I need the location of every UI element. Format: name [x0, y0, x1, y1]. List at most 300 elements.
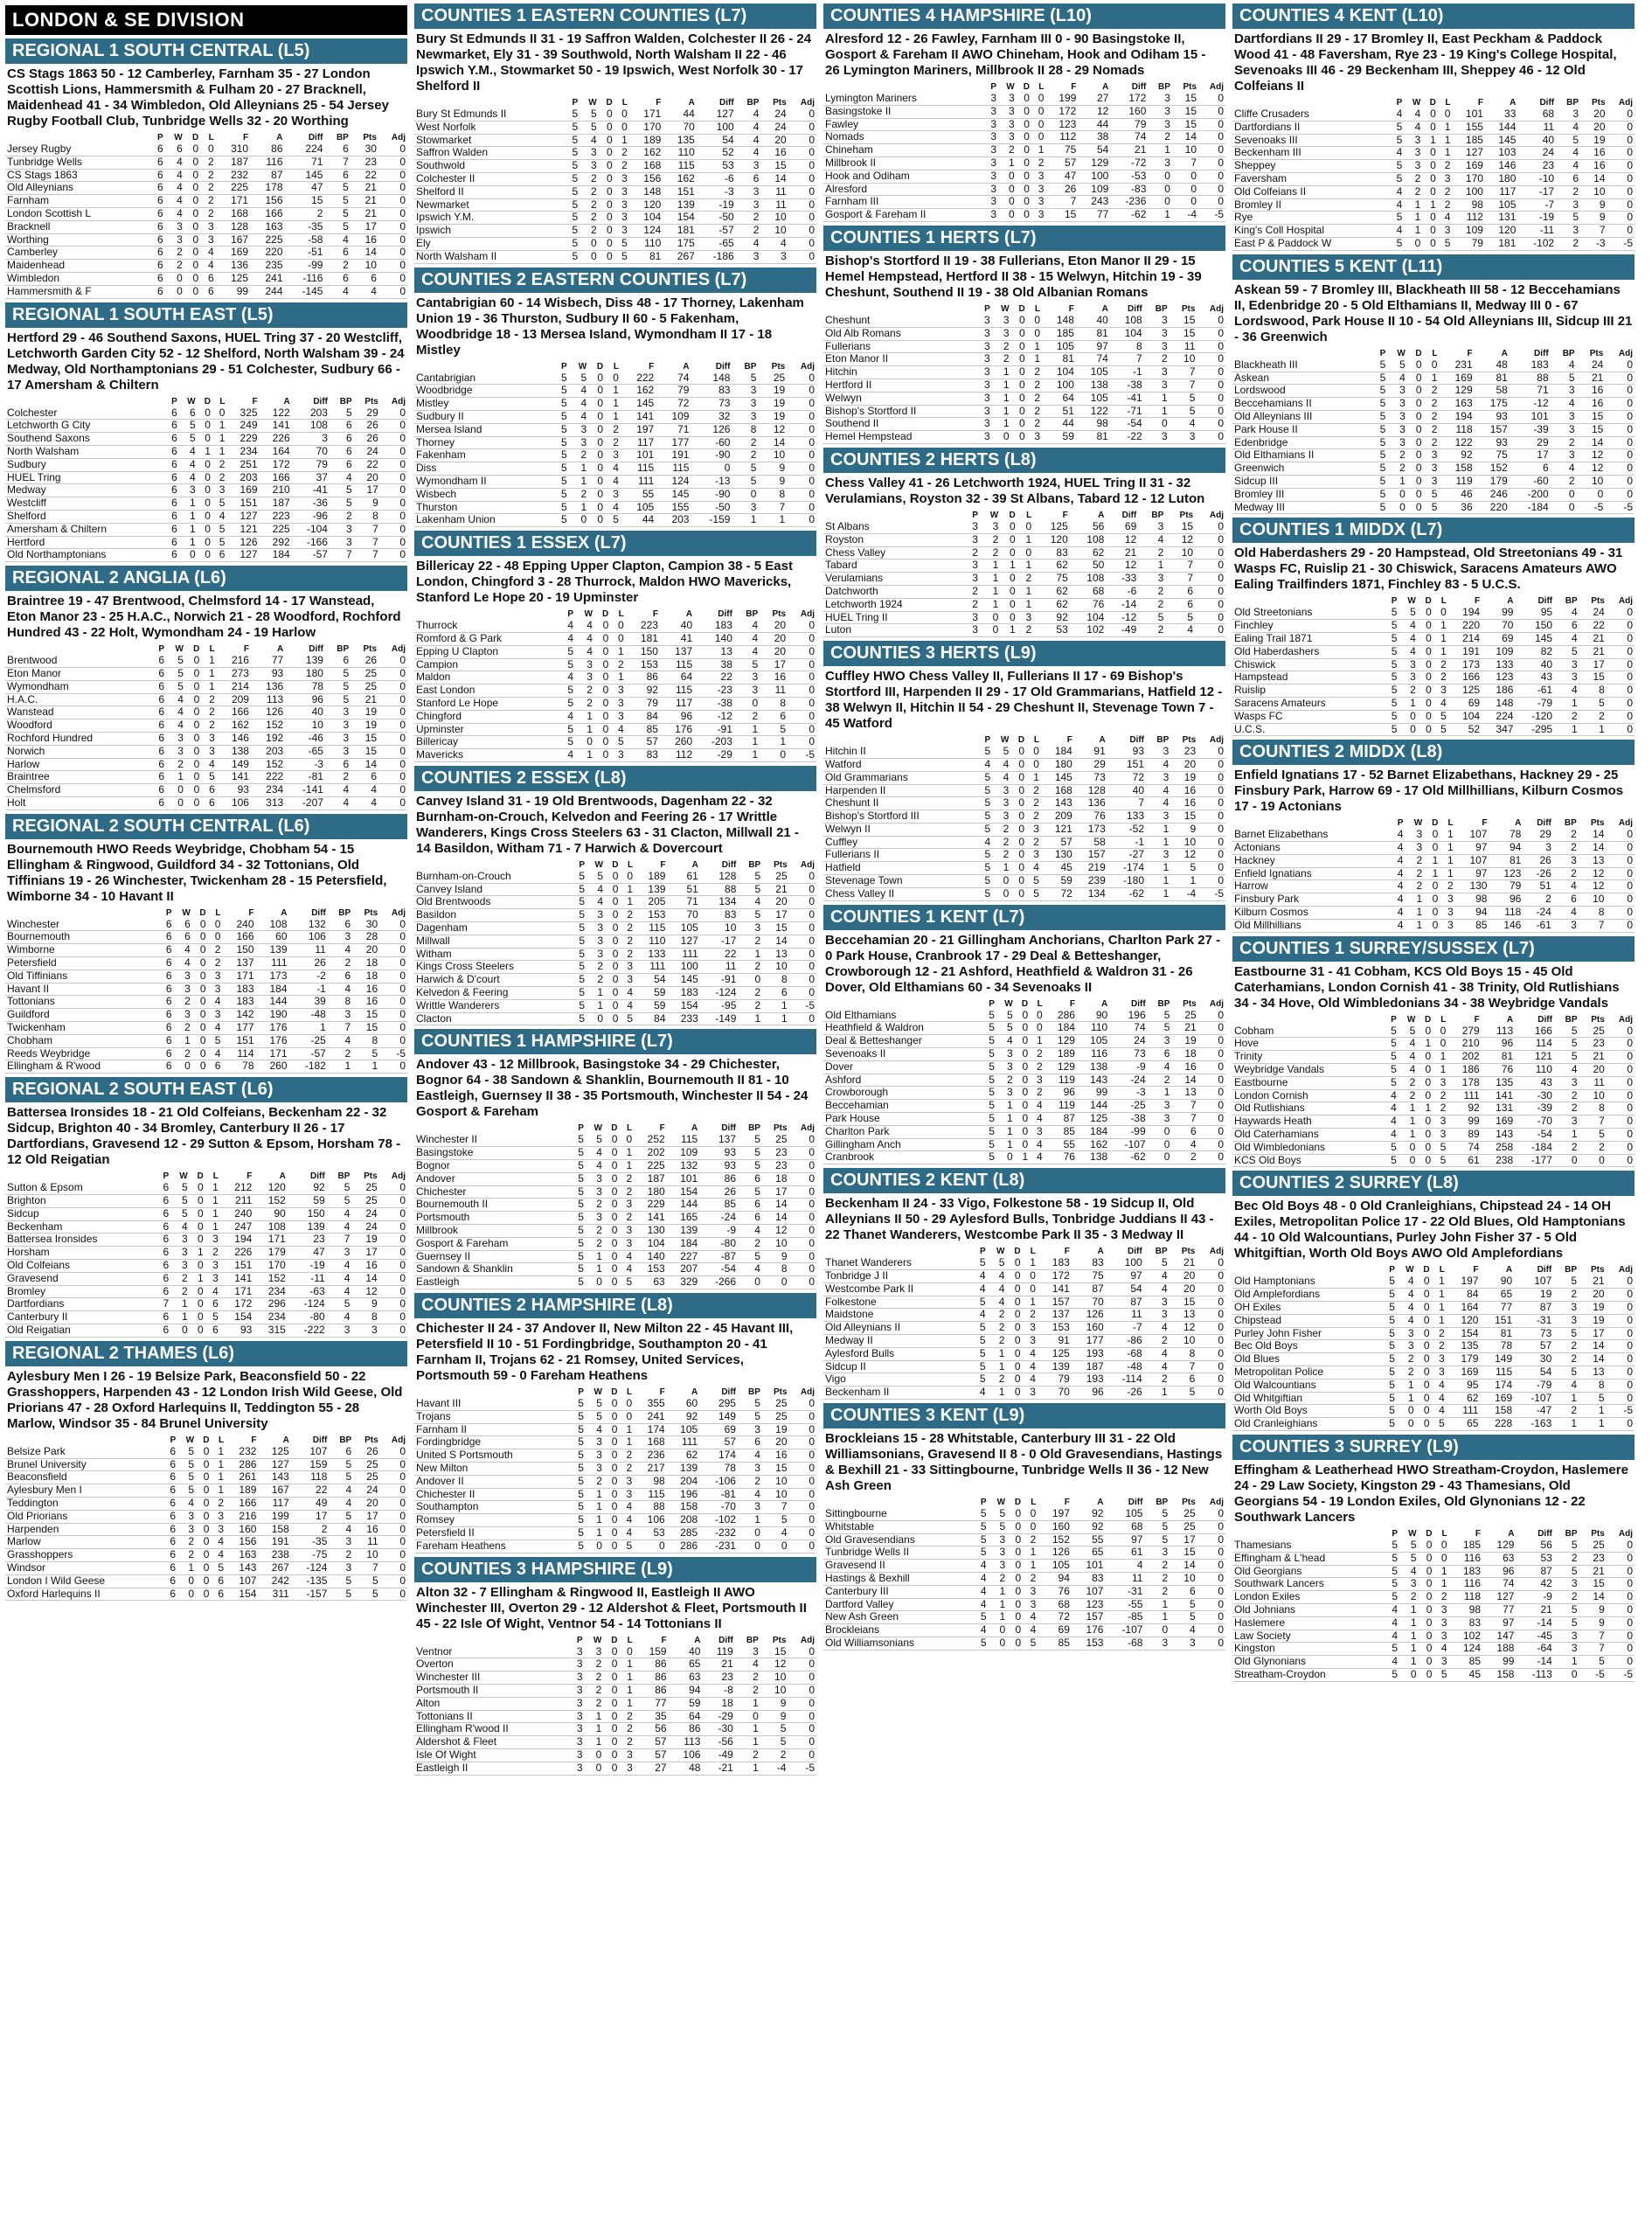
stat-cell: 3	[1148, 118, 1172, 131]
stat-cell: 20	[1170, 1270, 1197, 1283]
stat-cell: 3	[1553, 919, 1579, 932]
stat-cell: 111	[667, 1436, 700, 1449]
stat-cell: 0	[1419, 1565, 1434, 1578]
table-row	[823, 1387, 1225, 1400]
col-header: P	[979, 1247, 986, 1257]
stat-cell: 6	[330, 433, 354, 446]
stat-cell: 86	[699, 1172, 738, 1185]
stat-cell: 0	[190, 1260, 205, 1273]
stat-cell: 18	[352, 970, 379, 983]
stat-cell: 3	[1556, 108, 1580, 121]
stat-cell: 173	[1448, 658, 1482, 671]
stat-cell: 0	[200, 143, 216, 156]
team-name: Beckenham	[5, 1220, 156, 1234]
stat-cell: 5	[1382, 1327, 1397, 1340]
stat-cell: 1	[760, 736, 788, 749]
stat-cell: 14	[351, 758, 378, 771]
stat-cell: 6	[174, 931, 192, 944]
stat-cell: 0	[1195, 546, 1225, 560]
col-header: W	[578, 361, 587, 372]
stat-cell: 115	[635, 922, 667, 935]
team-name: London Scottish L	[5, 207, 149, 220]
table-row	[1232, 1154, 1635, 1167]
stat-cell: 1	[992, 405, 1011, 418]
stat-cell: 0	[1404, 237, 1422, 250]
stat-cell: 6	[149, 156, 165, 169]
stat-cell: 5	[738, 1134, 762, 1146]
stat-cell: 4	[1144, 1360, 1170, 1373]
stat-cell: 8	[762, 974, 788, 987]
stat-cell: 25	[351, 667, 378, 680]
stat-cell: 1	[1404, 212, 1422, 225]
stat-cell: 0	[788, 1748, 816, 1762]
stat-cell: 5	[1554, 1025, 1579, 1038]
stat-cell: 3	[984, 196, 998, 209]
stat-cell: 40	[1517, 134, 1556, 147]
col-header: L	[1033, 735, 1039, 746]
stat-cell: 5	[1554, 1038, 1579, 1051]
stat-cell: 0	[190, 1311, 205, 1324]
stat-cell: -60	[691, 436, 732, 449]
stat-cell: 18	[1171, 1048, 1197, 1061]
stat-cell: 3	[177, 1510, 196, 1523]
stat-cell: 90	[1077, 1010, 1109, 1022]
stat-cell: 15	[762, 1463, 789, 1476]
table-row	[1232, 147, 1635, 160]
stat-cell: 6	[1165, 598, 1195, 611]
stat-cell: 20	[1580, 108, 1607, 121]
stat-cell: 29	[1074, 758, 1107, 771]
team-name: Twickenham	[5, 1022, 159, 1035]
stat-cell: 62	[1070, 546, 1107, 560]
team-name: Tottonians	[5, 996, 159, 1009]
stat-cell: -12	[1510, 398, 1551, 411]
stat-cell: 5	[1382, 1289, 1397, 1302]
stat-cell: 5	[982, 1022, 996, 1035]
table-row	[5, 1574, 407, 1588]
stat-cell: 91	[1074, 746, 1107, 758]
col-header: A	[1098, 510, 1105, 520]
stat-cell: 1	[1422, 134, 1438, 147]
stat-cell: 2	[988, 1373, 1007, 1387]
col-header: P	[567, 609, 573, 620]
table-row	[414, 1410, 816, 1423]
stat-cell: 0	[192, 970, 208, 983]
stat-cell: 136	[1074, 797, 1107, 810]
stat-cell: 5	[553, 462, 569, 476]
stat-cell: 0	[1017, 93, 1031, 105]
stat-cell: 0	[1407, 449, 1424, 462]
stat-cell: -12	[694, 710, 734, 723]
stat-cell: 3	[569, 1684, 584, 1697]
stat-cell: 0	[604, 1225, 620, 1238]
team-name: Harpenden II	[823, 784, 977, 797]
stat-cell: 5	[1384, 1064, 1399, 1077]
stat-cell: 0	[196, 1510, 211, 1523]
stat-cell: 3	[1551, 410, 1577, 423]
stat-cell: 3	[1554, 1630, 1579, 1643]
stat-cell: 6	[151, 745, 166, 758]
stat-cell: 4	[324, 233, 350, 247]
table-row	[414, 987, 816, 1000]
stat-cell: 4	[605, 501, 621, 514]
stat-cell: 0	[788, 1723, 816, 1736]
stat-cell: 6	[159, 931, 174, 944]
team-name: Effingham & L'head	[1232, 1552, 1385, 1565]
stat-cell: 5	[1433, 710, 1448, 723]
col-header: L	[627, 1123, 633, 1134]
stat-cell: 56	[1070, 521, 1107, 533]
stat-cell: 2	[1397, 1353, 1416, 1366]
team-name: HUEL Tring II	[823, 611, 963, 624]
stat-cell: 70	[1038, 1387, 1072, 1400]
col-header: A	[688, 98, 695, 108]
team-name: Old Caterhamians	[1232, 1129, 1384, 1142]
team-name: KCS Old Boys	[1232, 1154, 1384, 1167]
stat-cell: 119	[1439, 475, 1474, 488]
col-header: Pts	[1589, 348, 1604, 358]
stat-cell: -5	[1607, 1668, 1635, 1681]
table-row	[823, 183, 1225, 196]
stat-cell: 0	[789, 974, 816, 987]
stat-cell: 1	[179, 497, 198, 511]
stat-cell: 3	[738, 1501, 762, 1514]
col-header: L	[618, 609, 624, 620]
stat-cell: 21	[702, 1658, 734, 1672]
stat-cell: 0	[1607, 1076, 1635, 1089]
table-row	[823, 823, 1225, 836]
stat-cell: 3	[166, 732, 185, 745]
team-name: Oxford Harlequins II	[5, 1588, 163, 1601]
stat-cell: 97	[1106, 1270, 1144, 1283]
stat-cell: 3	[976, 340, 991, 353]
team-name: Camberley	[5, 247, 149, 260]
stat-cell: 2	[1144, 1585, 1170, 1598]
stat-cell: 0	[185, 680, 201, 693]
stat-cell: 0	[190, 1220, 205, 1234]
stat-cell: 5	[989, 1508, 1008, 1520]
stat-cell: 0	[185, 732, 201, 745]
table-row	[823, 118, 1225, 131]
stat-cell: 6	[156, 1272, 170, 1285]
stat-cell: 0	[380, 1498, 407, 1511]
stat-cell: 5	[738, 1250, 762, 1263]
stat-cell: 0	[789, 1225, 816, 1238]
stat-cell: 0	[1419, 1630, 1434, 1643]
stat-cell: 6	[164, 536, 179, 549]
stat-cell: 0	[196, 1561, 211, 1574]
col-header: Pts	[1183, 82, 1197, 92]
stat-cell: 1	[1553, 1418, 1579, 1431]
stat-cell: 5	[571, 1410, 586, 1423]
stat-cell: 0	[379, 1234, 407, 1247]
stat-cell: 3	[1424, 475, 1440, 488]
stat-cell: 4	[165, 182, 184, 195]
stat-cell: 5	[1384, 632, 1399, 645]
stat-cell: 0	[634, 1539, 667, 1553]
table-row	[414, 1684, 816, 1697]
stat-cell: 57	[626, 736, 660, 749]
stat-cell: 6	[324, 272, 350, 285]
stat-cell: 5	[1371, 398, 1387, 411]
stat-cell: 4	[1390, 880, 1405, 893]
stat-cell: 5	[1554, 1051, 1579, 1064]
stat-cell: 5	[760, 723, 788, 736]
stat-cell: 177	[656, 436, 691, 449]
stat-cell: 6	[156, 1195, 170, 1208]
stat-cell: 1	[1146, 862, 1170, 875]
stat-cell: 5	[553, 514, 569, 527]
stat-cell: 138	[1076, 379, 1110, 392]
league-counties-2-surrey-l8	[1232, 1171, 1635, 1431]
stat-cell: 63	[634, 1276, 667, 1289]
stat-cell: 169	[1480, 1392, 1514, 1405]
stat-cell: 0	[1144, 418, 1170, 431]
stat-cell: 86	[250, 143, 284, 156]
stat-cell: 2	[1553, 867, 1579, 880]
stat-cell: 4	[1384, 1089, 1399, 1102]
stat-cell: 5	[1384, 607, 1399, 619]
stat-cell: 0	[605, 372, 621, 385]
stat-cell: 3	[1387, 436, 1406, 449]
team-name: Luton	[823, 624, 963, 637]
stat-cell: 2	[211, 1498, 226, 1511]
stat-cell: 1	[1144, 1387, 1170, 1400]
stat-cell: 222	[251, 771, 285, 784]
stat-cell: 0	[1607, 1327, 1635, 1340]
stat-cell: 0	[1416, 1418, 1432, 1431]
table-row	[5, 1272, 407, 1285]
team-name: Folkestone	[823, 1296, 972, 1309]
stat-cell: 1	[211, 1471, 226, 1484]
league-table	[1232, 348, 1635, 515]
stat-cell: 261	[226, 1471, 258, 1484]
stat-cell: 223	[260, 510, 292, 523]
team-name: Thurston	[414, 501, 553, 514]
stat-cell: 0	[605, 909, 620, 922]
stat-cell: 144	[667, 1199, 700, 1212]
col-header: D	[596, 361, 604, 372]
stat-cell: 6	[163, 1549, 178, 1562]
team-name: United S Portsmouth	[414, 1449, 571, 1463]
table-row	[823, 875, 1225, 888]
stat-cell: 5	[1433, 723, 1448, 736]
team-name: Eton Manor	[5, 667, 151, 680]
stat-cell: 71	[667, 896, 699, 909]
stat-cell: 2	[585, 1697, 604, 1710]
stat-cell: 6	[149, 207, 165, 220]
stat-cell: -56	[702, 1736, 734, 1749]
col-header: D	[611, 1635, 618, 1645]
stat-cell: 0	[379, 1195, 407, 1208]
league-table	[414, 1122, 816, 1289]
table-row	[823, 209, 1225, 222]
stat-cell: 296	[253, 1298, 288, 1311]
stat-cell: 166	[1515, 1025, 1554, 1038]
stat-cell: 0	[605, 948, 620, 961]
stat-cell: 0	[1148, 1138, 1172, 1151]
stat-cell: 137	[699, 1134, 738, 1146]
stat-cell: 15	[762, 922, 788, 935]
stat-cell: 0	[587, 1012, 605, 1025]
stat-cell: -114	[1106, 1373, 1144, 1387]
league-results: Braintree 19 - 47 Brentwood, Chelmsford 14 - 17 Wanstead, Eton Manor 23 - 25 H.A.C., Norwich 21 - 28 Woodford, Rochford Hundred 43 - 22 Holt, Wymondham 24 - 19 Harlow	[7, 594, 401, 641]
col-header: A	[276, 133, 283, 142]
col-header: W	[175, 644, 184, 655]
stat-cell: 5	[1371, 488, 1387, 501]
stat-cell: 139	[285, 655, 325, 667]
league-results: Askean 59 - 7 Bromley III, Blackheath III 58 - 12 Beccehamians II, Edenbridge 20 - 5 Old Elthamians II, Medway III 0 - 67 Lordswood, Park House II 10 - 54 Old Alleynians III, Sidcup III 21 - 36 Greenwich	[1234, 281, 1633, 344]
stat-cell: 3	[329, 1536, 353, 1549]
stat-cell: 0	[1031, 93, 1045, 105]
stat-cell: 2	[738, 999, 762, 1012]
stat-cell: 143	[1041, 797, 1074, 810]
col-header: Diff	[1537, 1529, 1552, 1539]
stat-cell: 0	[604, 1449, 620, 1463]
col-header: L	[613, 361, 619, 372]
stat-cell: 199	[1045, 93, 1078, 105]
league-title: COUNTIES 4 HAMPSHIRE (L10)	[823, 3, 1225, 29]
stat-cell: -64	[1516, 1643, 1553, 1656]
stat-cell: 6	[736, 172, 761, 185]
stat-cell: 2	[963, 585, 979, 598]
col-header: Pts	[1182, 735, 1197, 746]
stat-cell: 3	[587, 935, 605, 948]
stat-cell: 0	[378, 796, 407, 810]
stat-cell: 5	[973, 1533, 988, 1546]
table-row	[823, 144, 1225, 157]
stat-cell: 1	[988, 1360, 1007, 1373]
stat-cell: 1	[1031, 144, 1045, 157]
stat-cell: 0	[198, 458, 212, 471]
stat-cell: 114	[1515, 1038, 1554, 1051]
table-row	[414, 212, 816, 225]
col-header: A	[1505, 1265, 1513, 1275]
stat-cell: 3	[1556, 198, 1580, 212]
col-header: W	[1000, 735, 1010, 746]
stat-cell: 0	[604, 1410, 620, 1423]
stat-cell: 1	[992, 379, 1011, 392]
league-counties-5-kent-l11	[1232, 254, 1635, 515]
stat-cell: 0	[1607, 1552, 1635, 1565]
stat-cell: 3	[1027, 431, 1042, 444]
stat-cell: 0	[190, 1298, 205, 1311]
stat-cell: 3	[1551, 423, 1577, 436]
stat-cell: 5	[1384, 1025, 1399, 1038]
stat-cell: 0	[594, 632, 610, 645]
stat-cell: 0	[594, 620, 610, 632]
stat-cell: 2	[330, 510, 354, 523]
stat-cell: 0	[1172, 170, 1198, 183]
stat-cell: 5	[1371, 359, 1387, 372]
stat-cell: 0	[185, 745, 201, 758]
col-header: L	[1441, 1529, 1447, 1539]
stat-cell: 4	[1438, 212, 1453, 225]
stat-cell: -7	[1106, 1322, 1144, 1335]
stat-cell: 2	[1026, 784, 1041, 797]
stat-cell: 81	[1076, 431, 1110, 444]
stat-cell: -8	[702, 1684, 734, 1697]
stat-cell: 0	[1198, 105, 1225, 118]
team-name: Farnham II	[414, 1423, 571, 1436]
stat-cell: 0	[789, 1237, 816, 1250]
table-row	[823, 327, 1225, 340]
col-header: L	[1439, 1265, 1445, 1275]
table-row	[5, 919, 407, 931]
table-row	[823, 1572, 1225, 1585]
stat-cell: 0	[1607, 1102, 1635, 1116]
stat-cell: 121	[1515, 1051, 1554, 1064]
stat-cell: 129	[1078, 156, 1110, 170]
stat-cell: 6	[205, 1298, 220, 1311]
stat-cell: 0	[380, 1561, 407, 1574]
stat-cell: 1	[734, 749, 760, 762]
team-name: Reeds Weybridge	[5, 1047, 159, 1060]
stat-cell: 26	[353, 1446, 379, 1458]
stat-cell: 6	[1165, 585, 1195, 598]
stat-cell: 154	[1447, 1327, 1481, 1340]
stat-cell: -23	[694, 685, 734, 698]
col-header: D	[1426, 1529, 1433, 1539]
stat-cell: 152	[1475, 462, 1510, 476]
stat-cell: 25	[762, 1134, 789, 1146]
team-name: Andover	[414, 1172, 571, 1185]
col-header: BP	[746, 1635, 759, 1645]
stat-cell: 183	[222, 996, 255, 1009]
stat-cell: -24	[1109, 1074, 1147, 1087]
stat-cell: 133	[635, 948, 667, 961]
stat-cell: -9	[1109, 1060, 1147, 1074]
team-name: Amersham & Chiltern	[5, 523, 164, 536]
stat-cell: 0	[604, 1250, 620, 1263]
stat-cell: 5	[325, 680, 351, 693]
stat-cell: -25	[289, 1034, 328, 1047]
stat-cell: 2	[605, 423, 621, 436]
stat-cell: 2	[1553, 829, 1579, 841]
team-name: HUEL Tring	[5, 471, 164, 484]
col-header: P	[157, 133, 163, 142]
stat-cell: 76	[1074, 810, 1107, 824]
stat-cell: 0	[1000, 533, 1017, 546]
team-header	[1232, 1014, 1384, 1025]
table-row	[5, 931, 407, 944]
table-row	[1232, 1038, 1635, 1051]
stat-cell: 62	[1447, 1392, 1481, 1405]
stat-cell: 74	[1076, 353, 1110, 366]
stat-cell: 0	[1607, 134, 1635, 147]
stat-cell: 7	[1107, 797, 1146, 810]
stat-cell: 111	[1447, 1405, 1481, 1418]
stat-cell: 72	[1041, 887, 1074, 900]
team-name: U.C.S.	[1232, 723, 1384, 736]
stat-cell: 5	[327, 1195, 352, 1208]
stat-cell: 197	[621, 423, 656, 436]
stat-cell: 0	[1424, 359, 1440, 372]
stat-cell: 6	[163, 1523, 178, 1536]
stat-cell: -11	[288, 1272, 327, 1285]
stat-cell: 4	[1385, 1630, 1399, 1643]
col-header: Diff	[1128, 1247, 1142, 1257]
col-header: A	[1508, 1529, 1515, 1539]
stat-cell: 6	[149, 233, 165, 247]
stat-cell: 7	[762, 1501, 789, 1514]
stat-cell: 0	[379, 1009, 407, 1022]
stat-cell: 53	[697, 160, 736, 173]
stat-cell: 1	[1144, 392, 1170, 405]
stat-cell: 1	[205, 1220, 220, 1234]
stat-cell: 0	[787, 475, 816, 488]
stat-cell: 6	[164, 433, 179, 446]
